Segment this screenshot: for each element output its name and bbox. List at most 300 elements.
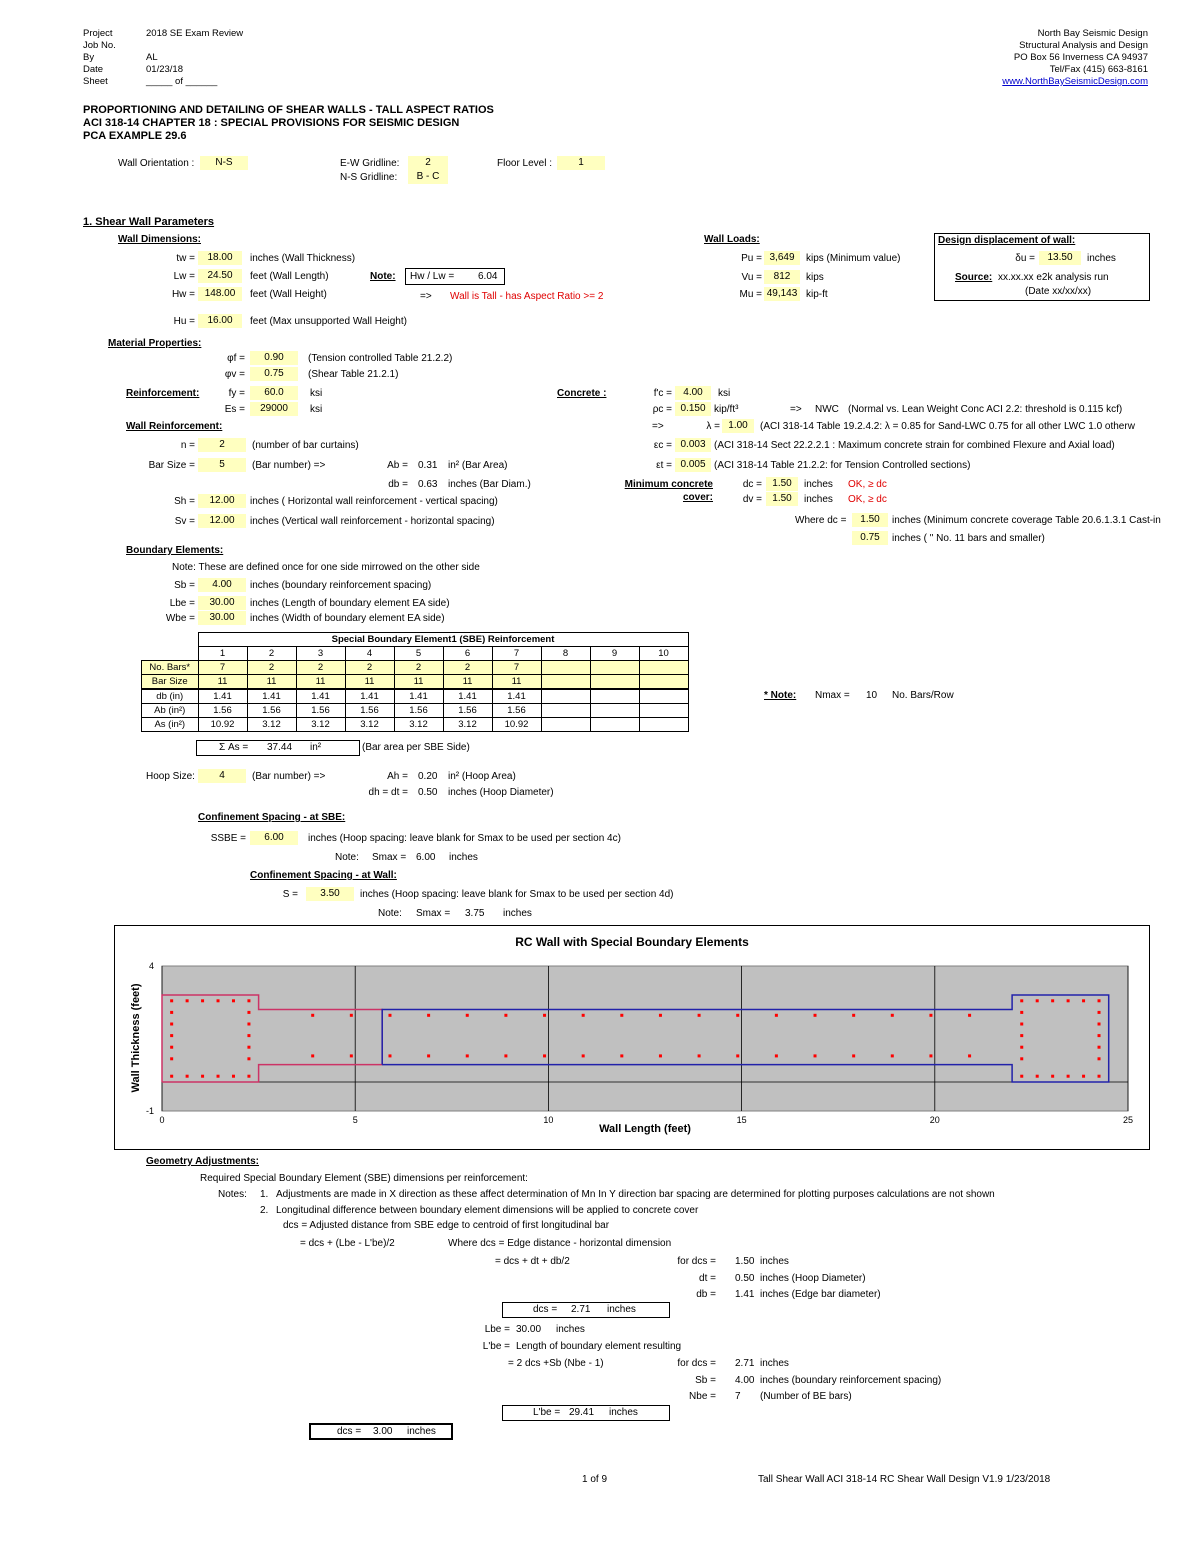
chart-x-tick-label: 15 <box>736 1115 747 1125</box>
job-number <box>146 40 243 52</box>
wbe-field[interactable]: 30.00 <box>198 611 246 625</box>
for-dcs2-unit: inches <box>760 1358 789 1369</box>
pu-label: Pu = <box>741 253 762 264</box>
fc-field[interactable]: 4.00 <box>675 386 711 400</box>
for-dcs2-value: 2.71 <box>735 1358 755 1369</box>
chart-rebar-point <box>1082 1075 1085 1078</box>
sbe-column-header: 5 <box>394 647 443 661</box>
lbe-result-value: 29.41 <box>569 1407 595 1418</box>
chart-rebar-point <box>891 1014 894 1017</box>
pc-label: ρc = <box>652 404 672 415</box>
chart-rebar-point <box>170 1011 173 1014</box>
vu-field[interactable]: 812 <box>764 270 800 284</box>
es-label: Es = <box>224 404 245 415</box>
for-dcs-label: for dcs = <box>677 1256 716 1267</box>
db-label: db = <box>388 479 408 490</box>
pc-unit: kip/ft³ <box>714 404 739 415</box>
company-block <box>1002 28 1148 88</box>
sbe-cell <box>639 704 688 718</box>
project-name: 2018 SE Exam Review <box>146 28 244 39</box>
mu-field[interactable]: 49,143 <box>764 287 800 301</box>
concrete-heading: Concrete : <box>557 388 607 399</box>
ns-gridline-field[interactable]: B - C <box>408 170 448 184</box>
es-unit: ksi <box>310 404 323 415</box>
geometry-note-2-num: 2. <box>260 1205 269 1216</box>
sbe-cell[interactable]: 7 <box>198 661 247 675</box>
sbe-cell[interactable]: 7 <box>492 661 541 675</box>
et-field[interactable]: 0.005 <box>675 458 711 472</box>
du-field[interactable]: 13.50 <box>1039 251 1081 265</box>
nmax-note-label: * Note: <box>764 690 797 701</box>
sbe-cell[interactable]: 2 <box>394 661 443 675</box>
ab-label: Ab = <box>387 460 408 471</box>
chart-x-axis-label: Wall Length (feet) <box>599 1123 691 1135</box>
chart-rebar-point <box>1036 999 1039 1002</box>
smax-note-label-2: Note: <box>378 908 402 919</box>
sbe-cell: 1.41 <box>345 689 394 704</box>
dcs-result-value: 2.71 <box>571 1304 591 1315</box>
chart-rebar-point <box>1020 999 1023 1002</box>
chart-plot-area <box>146 961 1133 1125</box>
sb-geo-label: Sb = <box>695 1375 716 1386</box>
date-value: 01/23/18 <box>146 64 183 75</box>
chart-rebar-point <box>582 1014 585 1017</box>
chart-rebar-point <box>232 1075 235 1078</box>
bar-size-desc: (Bar number) => <box>252 460 326 471</box>
ab-desc: in² (Bar Area) <box>448 460 508 471</box>
du-unit: inches <box>1087 253 1116 264</box>
dcs-definition: dcs = Adjusted distance from SBE edge to centroid of first longitudinal bar <box>283 1220 610 1231</box>
chart-rebar-point <box>620 1054 623 1057</box>
chart-title: RC Wall with Special Boundary Elements <box>515 935 749 949</box>
chart-plot-background <box>162 966 1128 1111</box>
sbe-column-header: 9 <box>590 647 639 661</box>
sbe-cell[interactable] <box>541 675 590 690</box>
sbe-cell: 1.56 <box>296 704 345 718</box>
for-dcs-value: 1.50 <box>735 1256 755 1267</box>
smax-symbol-2: Smax = <box>416 908 451 919</box>
smax-note-label-1: Note: <box>335 852 359 863</box>
confinement-wall-heading: Confinement Spacing - at Wall: <box>250 870 397 881</box>
curtains-field[interactable]: 2 <box>198 438 246 452</box>
chart-rebar-point <box>659 1054 662 1057</box>
sb-geo-desc: inches (boundary reinforcement spacing) <box>760 1375 942 1386</box>
company-phone: Tel/Fax (415) 663-8161 <box>1049 64 1148 75</box>
chart-rebar-point <box>968 1014 971 1017</box>
ns-gridline-label: N-S Gridline: <box>340 172 398 183</box>
ew-gridline-field[interactable]: 2 <box>408 156 448 170</box>
phif-label: φf = <box>227 353 245 364</box>
chart-rebar-point <box>543 1014 546 1017</box>
wall-section-chart <box>115 926 1149 1149</box>
sbe-cell: 3.12 <box>345 718 394 732</box>
sbe-cell: 3.12 <box>443 718 492 732</box>
chart-x-tick-label: 5 <box>352 1115 358 1125</box>
chart-rebar-point <box>170 1075 173 1078</box>
chart-rebar-point <box>388 1054 391 1057</box>
chart-rebar-point <box>1067 1075 1070 1078</box>
dcs-result-label: dcs = <box>533 1304 558 1315</box>
chart-x-tick-label: 25 <box>1122 1115 1134 1125</box>
sbe-cell <box>541 718 590 732</box>
company-website-link[interactable]: www.NorthBaySeismicDesign.com <box>1002 76 1148 87</box>
nmax-value: 10 <box>866 690 878 701</box>
fy-label: fy = <box>228 388 245 399</box>
smax-unit-1: inches <box>449 852 478 863</box>
wall-dimensions-heading: Wall Dimensions: <box>118 234 201 245</box>
nbe-desc: (Number of BE bars) <box>760 1391 852 1402</box>
phif-desc: (Tension controlled Table 21.2.2) <box>308 353 453 364</box>
chart-x-tick-label: 0 <box>159 1115 165 1125</box>
project-labels <box>83 28 116 88</box>
sv-field[interactable]: 12.00 <box>198 514 246 528</box>
dh-desc: inches (Hoop Diameter) <box>448 787 554 798</box>
chart-rebar-point <box>427 1014 430 1017</box>
chart-rebar-point <box>186 999 189 1002</box>
sbe-cell: 1.41 <box>247 689 296 704</box>
sh-field[interactable]: 12.00 <box>198 494 246 508</box>
bar-size-label: Bar Size = <box>148 460 195 471</box>
dh-value: 0.50 <box>418 787 438 798</box>
tall-wall-warning: Wall is Tall - has Aspect Ratio >= 2 <box>450 291 604 302</box>
min-cover-small-field[interactable]: 0.75 <box>852 531 888 545</box>
dc-field[interactable]: 1.50 <box>766 477 798 491</box>
sbe-cell[interactable]: 11 <box>394 675 443 690</box>
source-date: (Date xx/xx/xx) <box>1025 286 1092 297</box>
chart-rebar-point <box>247 1011 250 1014</box>
sbe-column-header: 10 <box>639 647 688 661</box>
chart-rebar-point <box>582 1054 585 1057</box>
lbe-geo-unit: inches <box>556 1324 585 1335</box>
sbe-cell[interactable] <box>639 675 688 690</box>
geometry-note-2: Longitudinal difference between boundary element dimensions will be applied to concrete cover <box>276 1205 699 1216</box>
sbe-cell[interactable]: 11 <box>492 675 541 690</box>
s-wall-field[interactable]: 3.50 <box>306 887 354 901</box>
sbe-cell <box>541 689 590 704</box>
pc-field[interactable]: 0.150 <box>675 402 711 416</box>
sbe-table-row <box>142 675 689 690</box>
nwc-value: NWC <box>815 404 839 415</box>
chart-rebar-point <box>311 1014 314 1017</box>
design-displacement-box <box>934 233 1150 301</box>
chart-rebar-point <box>1020 1046 1023 1049</box>
chart-rebar-point <box>775 1054 778 1057</box>
final-dcs-box <box>309 1423 453 1440</box>
fy-unit: ksi <box>310 388 323 399</box>
du-label: δu = <box>1015 253 1035 264</box>
chart-rebar-point <box>1067 999 1070 1002</box>
lambda-desc: (ACI 318-14 Table 19.2.4.2: λ = 0.85 for Sand-LWC 0.75 for all other LWC 1.0 otherw <box>760 421 1135 432</box>
chart-rebar-point <box>929 1054 932 1057</box>
tw-label: tw = <box>176 253 195 264</box>
sbe-cell[interactable] <box>639 661 688 675</box>
sbe-cell <box>541 704 590 718</box>
sbe-cell <box>590 704 639 718</box>
ecu-desc: (ACI 318-14 Sect 22.2.2.1 : Maximum concrete strain for combined Flexure and Axial load) <box>714 440 1115 451</box>
smax-value-1: 6.00 <box>416 852 436 863</box>
chart-rebar-point <box>814 1054 817 1057</box>
orientation-field[interactable]: N-S <box>200 156 248 170</box>
lambda-label: λ = <box>706 421 720 432</box>
tw-field[interactable]: 18.00 <box>198 251 242 265</box>
sbe-cell: 1.56 <box>198 704 247 718</box>
sheet-label: Sheet <box>83 76 108 87</box>
ssbe-desc: inches (Hoop spacing: leave blank for Smax to be used per section 4c) <box>308 833 621 844</box>
sbe-cell: 1.56 <box>247 704 296 718</box>
sbe-cell[interactable]: 2 <box>296 661 345 675</box>
sum-as-value: 37.44 <box>267 742 293 753</box>
chart-rebar-point <box>1020 1023 1023 1026</box>
ssbe-field[interactable]: 6.00 <box>250 831 298 845</box>
chart-rebar-point <box>504 1054 507 1057</box>
company-address: PO Box 56 Inverness CA 94937 <box>1013 52 1148 63</box>
chart-rebar-point <box>1098 1011 1101 1014</box>
chart-rebar-point <box>1036 1075 1039 1078</box>
lbe-field[interactable]: 30.00 <box>198 596 246 610</box>
hw-label: Hw = <box>171 289 195 300</box>
sbe-cell: 1.56 <box>345 704 394 718</box>
chart-rebar-point <box>814 1014 817 1017</box>
ecu-field[interactable]: 0.003 <box>675 438 711 452</box>
sbe-cell[interactable]: 2 <box>443 661 492 675</box>
sum-as-desc: (Bar area per SBE Side) <box>362 742 470 753</box>
sh-label: Sh = <box>174 496 195 507</box>
dh-label: dh = dt = <box>368 787 408 798</box>
chart-rebar-point <box>1020 1034 1023 1037</box>
min-cover-where-field[interactable]: 1.50 <box>852 513 888 527</box>
lbe-result-box <box>502 1405 670 1421</box>
lw-label: Lw = <box>173 271 195 282</box>
lbe-prime-desc: Length of boundary element resulting <box>516 1341 682 1352</box>
db-edge-label: db = <box>696 1289 716 1300</box>
s-wall-desc: inches (Hoop spacing: leave blank for Smax to be used per section 4d) <box>360 889 674 900</box>
sbe-column-header: 2 <box>247 647 296 661</box>
lambda-field[interactable]: 1.00 <box>722 419 754 433</box>
chart-rebar-point <box>1098 1034 1101 1037</box>
hw-field[interactable]: 148.00 <box>198 287 242 301</box>
chart-rebar-point <box>775 1014 778 1017</box>
sbe-cell: 1.41 <box>443 689 492 704</box>
section-heading: 1. Shear Wall Parameters <box>83 216 215 228</box>
chart-y-tick-label: 4 <box>148 961 154 971</box>
chart-rebar-point <box>852 1014 855 1017</box>
chart-x-tick-label: 10 <box>543 1115 554 1125</box>
for-dcs-unit: inches <box>760 1256 789 1267</box>
chart-rebar-point <box>170 1057 173 1060</box>
lbe-prime-equation: = 2 dcs +Sb (Nbe - 1) <box>508 1358 604 1369</box>
geometry-note-1: Adjustments are made in X direction as these affect determination of Mn In Y direction bar spacing are determined for plotting purposes calculations are not shown <box>276 1189 995 1200</box>
sh-desc: inches ( Horizontal wall reinforcement - vertical spacing) <box>250 496 498 507</box>
bar-size-field[interactable]: 5 <box>198 458 246 472</box>
sbe-cell[interactable]: 11 <box>247 675 296 690</box>
chart-rebar-point <box>217 1075 220 1078</box>
sheet-value: _____ of ______ <box>146 76 218 87</box>
chart-rebar-point <box>929 1014 932 1017</box>
et-desc: (ACI 318-14 Table 21.2.2: for Tension Controlled sections) <box>714 460 971 471</box>
lw-field[interactable]: 24.50 <box>198 269 242 283</box>
sbe-cell[interactable] <box>541 661 590 675</box>
sbe-row-label: Bar Size <box>142 675 199 690</box>
sbe-table <box>141 632 689 732</box>
sbe-cell: 1.41 <box>394 689 443 704</box>
chart-rebar-point <box>311 1054 314 1057</box>
sb-desc: inches (boundary reinforcement spacing) <box>250 580 432 591</box>
floor-level-field[interactable]: 1 <box>557 156 605 170</box>
ah-label: Ah = <box>387 771 408 782</box>
sbe-cell[interactable]: 2 <box>345 661 394 675</box>
dv-check: OK, ≥ dc <box>848 494 887 505</box>
chart-y-tick-label: -1 <box>145 1106 154 1116</box>
dv-unit: inches <box>804 494 833 505</box>
sbe-cell: 1.56 <box>443 704 492 718</box>
chart-rebar-point <box>620 1014 623 1017</box>
fc-label: f'c = <box>653 388 672 399</box>
sbe-table-row <box>142 718 689 732</box>
sbe-cell <box>639 689 688 704</box>
db-edge-desc: inches (Edge bar diameter) <box>760 1289 881 1300</box>
nbe-label: Nbe = <box>689 1391 716 1402</box>
chart-rebar-point <box>543 1054 546 1057</box>
chart-rebar-point <box>186 1075 189 1078</box>
sbe-column-header: 6 <box>443 647 492 661</box>
sum-as-box <box>196 740 360 756</box>
dv-label: dv = <box>742 494 762 505</box>
sbe-cell[interactable]: 11 <box>345 675 394 690</box>
dcs-result-unit: inches <box>607 1304 636 1315</box>
nmax-label: Nmax = <box>815 690 850 701</box>
dt-value: 0.50 <box>735 1273 755 1284</box>
tw-desc: inches (Wall Thickness) <box>250 253 356 264</box>
dv-field[interactable]: 1.50 <box>766 492 798 506</box>
hu-desc: feet (Max unsupported Wall Height) <box>250 316 407 327</box>
chart-rebar-point <box>247 1057 250 1060</box>
lbe-result-unit: inches <box>609 1407 638 1418</box>
min-cover-label-1: Minimum concrete <box>624 479 713 490</box>
db-value: 0.63 <box>418 479 438 490</box>
phiv-field[interactable]: 0.75 <box>250 367 298 381</box>
chart-rebar-point <box>427 1054 430 1057</box>
curtains-desc: (number of bar curtains) <box>252 440 359 451</box>
sbe-cell[interactable]: 11 <box>296 675 345 690</box>
fy-field[interactable]: 60.0 <box>250 386 298 400</box>
sbe-column-header: 8 <box>541 647 590 661</box>
chart-rebar-point <box>504 1014 507 1017</box>
db-edge-value: 1.41 <box>735 1289 755 1300</box>
document-footer: Tall Shear Wall ACI 318-14 RC Shear Wall Design V1.9 1/23/2018 <box>758 1474 1051 1485</box>
dt-desc: inches (Hoop Diameter) <box>760 1273 866 1284</box>
ew-gridline-label: E-W Gridline: <box>340 158 400 169</box>
sbe-row-label: db (in) <box>142 689 199 704</box>
aspect-ratio-label: Hw / Lw = <box>410 271 455 282</box>
dt-label: dt = <box>699 1273 716 1284</box>
nbe-value: 7 <box>735 1391 741 1402</box>
chart-rebar-point <box>891 1054 894 1057</box>
chart-rebar-point <box>736 1054 739 1057</box>
sbe-cell[interactable]: 11 <box>443 675 492 690</box>
chart-rebar-point <box>466 1054 469 1057</box>
sbe-cell: 1.41 <box>492 689 541 704</box>
lbe-desc: inches (Length of boundary element EA side) <box>250 598 450 609</box>
mu-label: Mu = <box>739 289 762 300</box>
wbe-desc: inches (Width of boundary element EA side) <box>250 613 445 624</box>
hu-field[interactable]: 16.00 <box>198 314 242 328</box>
author: AL <box>146 52 158 63</box>
chart-rebar-point <box>170 999 173 1002</box>
phif-field[interactable]: 0.90 <box>250 351 298 365</box>
company-name: North Bay Seismic Design <box>1037 28 1148 39</box>
chart-rebar-point <box>698 1014 701 1017</box>
ab-value: 0.31 <box>418 460 438 471</box>
chart-y-axis-label: Wall Thickness (feet) <box>130 983 142 1093</box>
sbe-cell[interactable]: 2 <box>247 661 296 675</box>
nwc-desc: (Normal vs. Lean Weight Conc ACI 2.2: threshold is 0.115 kcf) <box>848 404 1123 415</box>
sbe-table-row <box>142 704 689 718</box>
sbe-column-header-row <box>142 647 689 661</box>
jobno-label: Job No. <box>83 40 116 51</box>
sbe-cell <box>590 718 639 732</box>
lbe-geo-label: Lbe = <box>484 1324 510 1335</box>
sbe-cell[interactable] <box>590 661 639 675</box>
smax-value-2: 3.75 <box>465 908 485 919</box>
lw-desc: feet (Wall Length) <box>250 271 329 282</box>
chart-rebar-point <box>232 999 235 1002</box>
dc-unit: inches <box>804 479 833 490</box>
chart-rebar-point <box>466 1014 469 1017</box>
hoop-size-field[interactable]: 4 <box>198 769 246 783</box>
wall-chart-frame <box>114 925 1150 1150</box>
sbe-table-body <box>142 661 689 732</box>
chart-rebar-point <box>247 999 250 1002</box>
sbe-cell: 3.12 <box>296 718 345 732</box>
sbe-cell[interactable] <box>590 675 639 690</box>
sbe-cell[interactable]: 11 <box>198 675 247 690</box>
min-cover-small-desc: inches ( " No. 11 bars and smaller) <box>892 533 1045 544</box>
sbe-cell <box>590 689 639 704</box>
wbe-label: Wbe = <box>165 613 195 624</box>
sbe-cell: 3.12 <box>247 718 296 732</box>
ah-desc: in² (Hoop Area) <box>448 771 516 782</box>
curtains-label: n = <box>180 440 195 451</box>
db-desc: inches (Bar Diam.) <box>448 479 531 490</box>
smax-symbol-1: Smax = <box>372 852 407 863</box>
sb-field[interactable]: 4.00 <box>198 578 246 592</box>
chart-rebar-point <box>388 1014 391 1017</box>
chart-rebar-point <box>1098 1046 1101 1049</box>
chart-x-tick-label: 20 <box>929 1115 940 1125</box>
chart-rebar-point <box>170 1034 173 1037</box>
title-line-2: ACI 318-14 CHAPTER 18 : SPECIAL PROVISIONS FOR SEISMIC DESIGN <box>83 117 460 129</box>
chart-rebar-point <box>1051 999 1054 1002</box>
sbe-table-row <box>142 689 689 704</box>
et-label: εt = <box>656 460 672 471</box>
sbe-column-header: 3 <box>296 647 345 661</box>
sbe-cell: 10.92 <box>198 718 247 732</box>
chart-rebar-point <box>201 999 204 1002</box>
sbe-row-label: As (in²) <box>142 718 199 732</box>
es-field[interactable]: 29000 <box>250 402 298 416</box>
sbe-table-row <box>142 661 689 675</box>
sbe-cell: 1.56 <box>394 704 443 718</box>
final-dcs-value: 3.00 <box>373 1426 393 1437</box>
chart-rebar-point <box>1098 999 1101 1002</box>
lbe-label: Lbe = <box>169 598 195 609</box>
vu-label: Vu = <box>741 272 762 283</box>
pu-field[interactable]: 3,649 <box>764 251 800 265</box>
fc-unit: ksi <box>718 388 731 399</box>
chart-rebar-point <box>1020 1011 1023 1014</box>
boundary-heading: Boundary Elements: <box>126 545 224 556</box>
chart-rebar-point <box>247 1023 250 1026</box>
